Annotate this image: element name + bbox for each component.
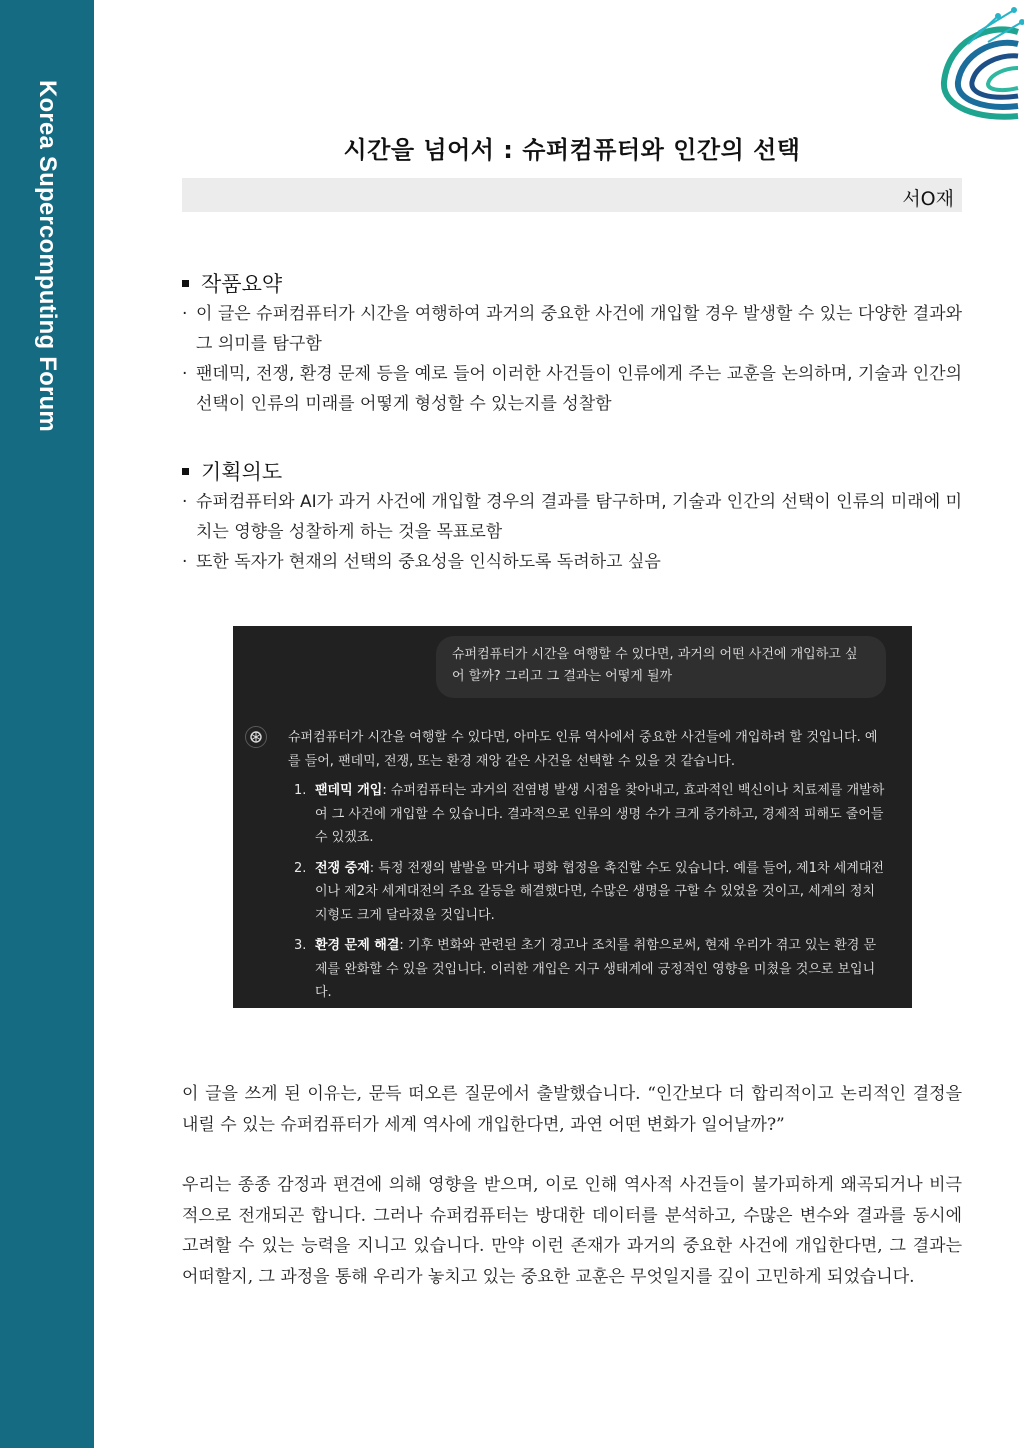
item-number: 2. <box>294 860 307 876</box>
list-item-text: 이 글은 슈퍼컴퓨터가 시간을 여행하여 과거의 중요한 사건에 개입할 경우 발생할 수 있는 다양한 결과와 그 의미를 탐구함 <box>196 304 962 354</box>
list-item: · 팬데믹, 전쟁, 환경 문제 등을 예로 들어 이러한 사건들이 인류에게 주는 교훈을 논의하며, 기술과 인간의 선택이 인류의 미래를 어떻게 형성할 수 있는지를 성찰함 <box>182 364 962 414</box>
item-title: 환경 문제 해결 <box>315 938 400 953</box>
assistant-list-item <box>288 934 888 1005</box>
assistant-list <box>288 779 888 1005</box>
item-text: : 기후 변화와 관련된 초기 경고나 조치를 취함으로써, 현재 우리가 겪고 있는 환경 문제를 완화할 수 있을 것입니다. 이러한 개입은 지구 생태계에 긍정적인 영향을 미쳤을 것으로 보입니다. <box>315 938 877 1000</box>
assistant-intro: 슈퍼컴퓨터가 시간을 여행할 수 있다면, 아마도 인류 역사에서 중요한 사건들에 개입하려 할 것입니다. 예를 들어, 팬데믹, 전쟁, 또는 환경 재앙 같은 사건을 선택할 수 있을 것 같습니다. <box>288 730 878 769</box>
ksf-swirl-logo-icon <box>918 2 1024 124</box>
list-item-text: 팬데믹, 전쟁, 환경 문제 등을 예로 들어 이러한 사건들이 인류에게 주는 교훈을 논의하며, 기술과 인간의 선택이 인류의 미래를 어떻게 형성할 수 있는지를 성찰함 <box>196 364 962 414</box>
list-item-text: 슈퍼컴퓨터와 AI가 과거 사건에 개입할 경우의 결과를 탐구하며, 기술과 인간의 선택이 인류의 미래에 미치는 영향을 성찰하게 하는 것을 목표로함 <box>196 492 962 542</box>
body-paragraph: 우리는 종종 감정과 편견에 의해 영향을 받으며, 이로 인해 역사적 사건들이 불가피하게 왜곡되거나 비극적으로 전개되곤 합니다. 그러나 슈퍼컴퓨터는 방대한 데이터를 분석하고, 수많은 변수와 결과를 동시에 고려할 수 있는 능력을 지니고 있습니다. 만약 이런 존재가 과거의 중요한 사건에 개입한다면, 그 결과는 어떠할지, 그 과정을 통해 우리가 놓치고 있는 중요한 교훈은 무엇일지를 깊이 고민하게 되었습니다. <box>182 1175 962 1287</box>
item-text: : 슈퍼컴퓨터는 과거의 전염병 발생 시점을 찾아내고, 효과적인 백신이나 치료제를 개발하여 그 사건에 개입할 수 있습니다. 결과적으로 인류의 생명 수가 크게 증가하고, 경제적 피해도 줄어들 수 있겠죠. <box>315 783 885 845</box>
item-title: 전쟁 중재 <box>315 860 370 876</box>
section-heading-intent <box>182 456 282 486</box>
item-title: 팬데믹 개입 <box>315 783 383 798</box>
list-item: · 슈퍼컴퓨터와 AI가 과거 사건에 개입할 경우의 결과를 탐구하며, 기술과 인간의 선택이 인류의 미래에 미치는 영향을 성찰하게 하는 것을 목표로함 <box>182 492 962 542</box>
user-message-bubble: 슈퍼컴퓨터가 시간을 여행할 수 있다면, 과거의 어떤 사건에 개입하고 싶어 할까? 그리고 그 결과는 어떻게 될까 <box>436 636 886 698</box>
section-heading-label: 기획의도 <box>201 460 283 484</box>
item-number: 3. <box>294 938 307 953</box>
intent-list <box>182 487 962 577</box>
page-title: 시간을 넘어서 : 슈퍼컴퓨터와 인간의 선택 <box>343 136 801 164</box>
author-bar <box>182 178 962 212</box>
assistant-list-item <box>288 857 888 928</box>
item-text: : 특정 전쟁의 발발을 막거나 평화 협정을 촉진할 수도 있습니다. 예를 들어, 제1차 세계대전이나 제2차 세계대전의 주요 갈등을 해결했다면, 수많은 생명을 구할 수 있었을 것이고, 세계의 정치 지형도 크게 달라졌을 것입니다. <box>315 860 884 923</box>
body-paragraph: 이 글을 쓰게 된 이유는, 문득 떠오른 질문에서 출발했습니다. “인간보다 더 합리적이고 논리적인 결정을 내릴 수 있는 슈퍼컴퓨터가 세계 역사에 개입한다면, 과연 어떤 변화가 일어날까?” <box>182 1084 962 1135</box>
chat-screenshot <box>233 626 912 1008</box>
sidebar-title: Korea Supercomputing Forum <box>34 80 61 432</box>
list-item: · 또한 독자가 현재의 선택의 중요성을 인식하도록 독려하고 싶음 <box>182 552 661 572</box>
assistant-logo-icon <box>245 726 267 748</box>
list-item-text: 또한 독자가 현재의 선택의 중요성을 인식하도록 독려하고 싶음 <box>196 552 661 572</box>
list-item: · 이 글은 슈퍼컴퓨터가 시간을 여행하여 과거의 중요한 사건에 개입할 경우 발생할 수 있는 다양한 결과와 그 의미를 탐구함 <box>182 304 962 354</box>
sidebar <box>0 0 94 1448</box>
section-heading-summary <box>182 268 282 298</box>
square-bullet-icon <box>182 468 189 475</box>
item-number: 1. <box>294 783 307 798</box>
assistant-message <box>288 726 888 1008</box>
summary-list <box>182 299 962 419</box>
square-bullet-icon <box>182 280 189 287</box>
assistant-list-item <box>288 779 888 850</box>
author-name: 서O재 <box>902 188 954 210</box>
section-heading-label: 작품요약 <box>201 272 283 296</box>
